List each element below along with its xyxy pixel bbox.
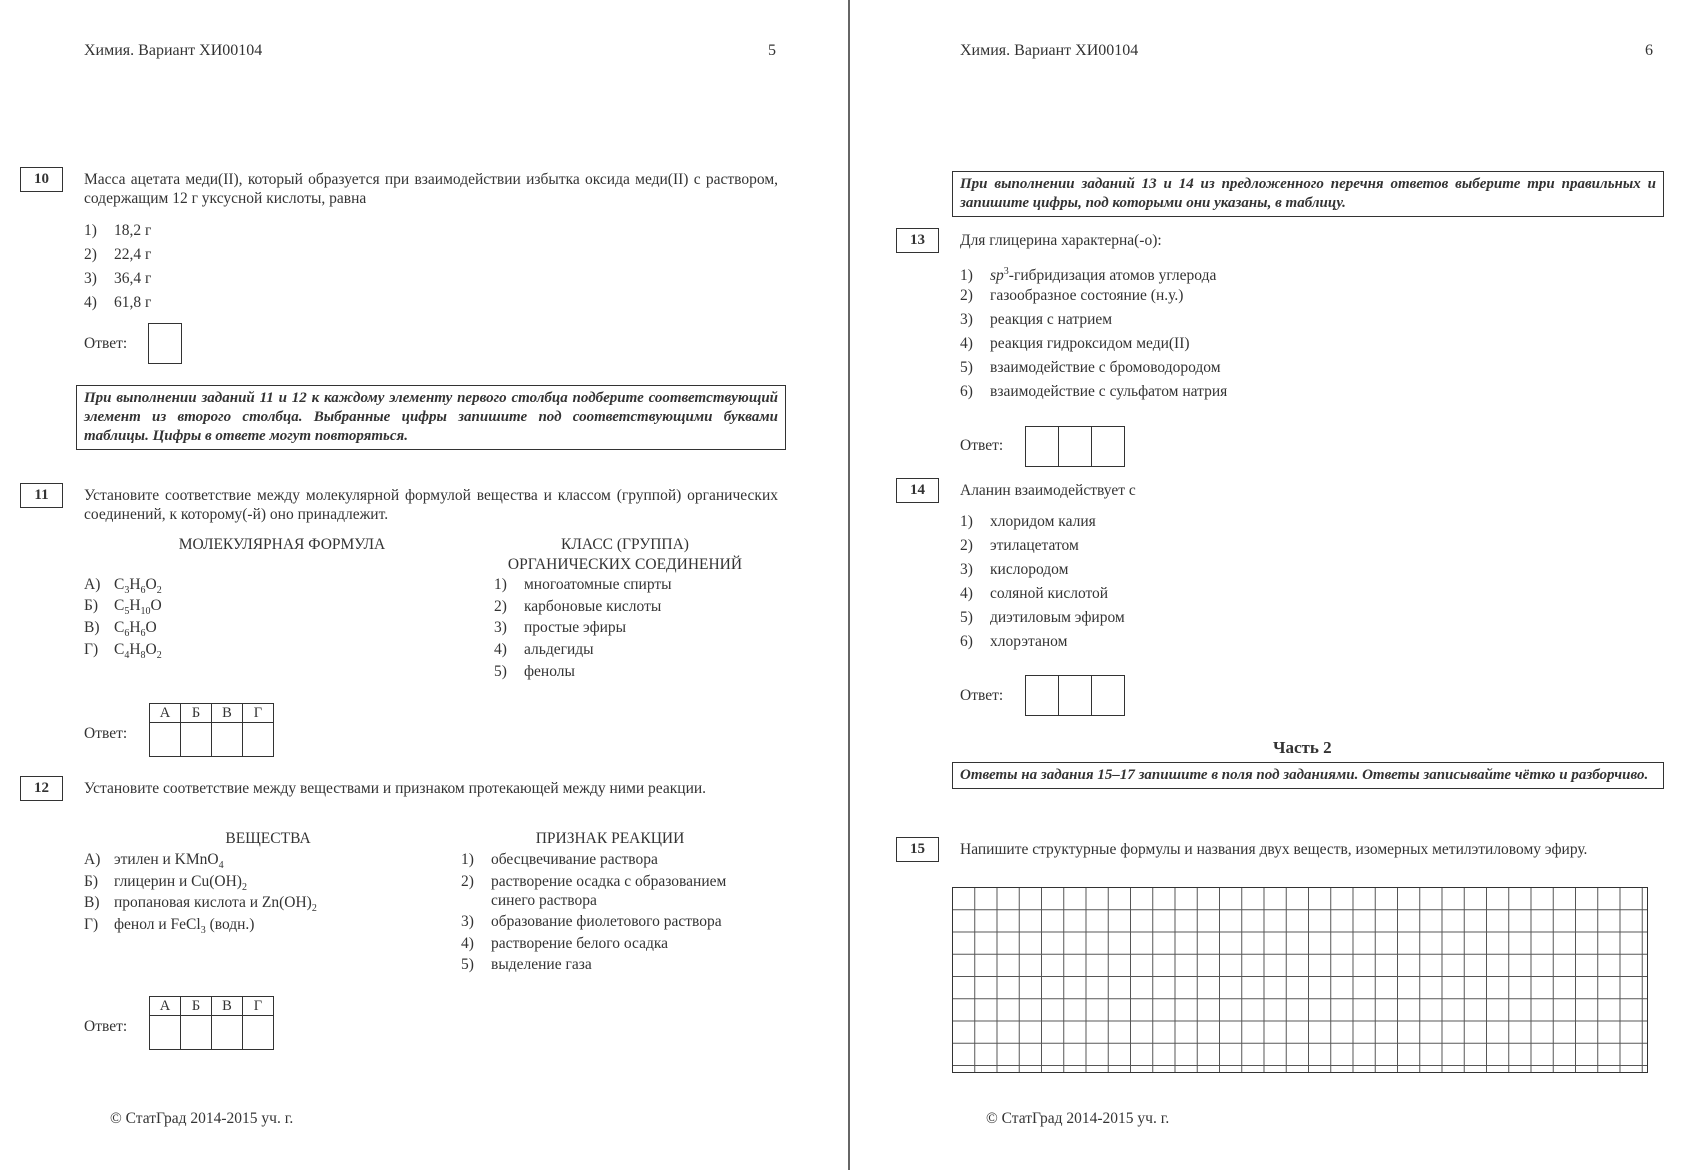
q12-table-letter-g: Г	[243, 997, 274, 1016]
question-12-text: Установите соответствие между веществами и признаком протекающей между ними реакции.	[84, 780, 707, 797]
page-number: 6	[1645, 42, 1653, 59]
question-number-15: 15	[896, 837, 939, 862]
q11-answer-cell-v[interactable]	[212, 723, 243, 757]
q12-answer-cell-g[interactable]	[243, 1016, 274, 1050]
q11-right-item-5: 5) фенолы	[494, 663, 575, 680]
q11-table-letter-a: А	[150, 704, 181, 723]
q12-right-item-4: 4) растворение белого осадка	[461, 935, 669, 952]
instruction-part2: Ответы на задания 15–17 запишите в поля под заданиями. Ответы записывайте чётко и разборчиво.	[952, 762, 1664, 789]
q13-option-4[interactable]: 4) реакция гидроксидом меди(II)	[960, 335, 1190, 352]
q14-answer-label: Ответ:	[960, 687, 1004, 704]
q11-right-item-4: 4) альдегиды	[494, 641, 594, 658]
q11-right-item-2: 2) карбоновые кислоты	[494, 598, 662, 615]
q11-answer-cell-b[interactable]	[181, 723, 212, 757]
q12-table-letter-b: Б	[181, 997, 212, 1016]
q10-option-1[interactable]: 1) 18,2 г	[84, 222, 152, 239]
q13-answer-cells	[1025, 426, 1125, 467]
q12-right-item-5: 5) выделение газа	[461, 956, 592, 973]
q14-option-5[interactable]: 5) диэтиловым эфиром	[960, 609, 1125, 626]
page-header: Химия. Вариант ХИ00104	[960, 42, 1139, 59]
question-14-text: Аланин взаимодействует с	[960, 482, 1136, 499]
question-number-13: 13	[896, 228, 939, 253]
q14-answer-cells	[1025, 675, 1125, 716]
q15-answer-grid[interactable]	[952, 887, 1648, 1073]
question-13-text: Для глицерина характерна(-о):	[960, 232, 1162, 249]
q12-answer-label: Ответ:	[84, 1018, 128, 1035]
q11-answer-cell-g[interactable]	[243, 723, 274, 757]
q11-table-letter-b: Б	[181, 704, 212, 723]
instruction-11-12: При выполнении заданий 11 и 12 к каждому элементу первого столбца подберите соответствующий элемент из второго столбца. Выбранные цифры запишите под соответствующими буквами таблицы. Цифры в ответе могут повторяться.	[76, 385, 786, 450]
q13-option-3[interactable]: 3) реакция с натрием	[960, 311, 1113, 328]
page-footer: © СтатГрад 2014-2015 уч. г.	[986, 1110, 1170, 1127]
q12-answer-table	[149, 996, 274, 1050]
page-number: 5	[768, 42, 776, 59]
q14-option-3[interactable]: 3) кислородом	[960, 561, 1069, 578]
q12-col2-header: ПРИЗНАК РЕАКЦИИ	[535, 830, 685, 847]
q12-left-item-a: А) этилен и KMnO$_4$	[84, 851, 224, 872]
q11-left-item-b: Б) $C_5H_{10}O$	[84, 597, 162, 618]
q10-answer-label: Ответ:	[84, 335, 128, 352]
q13-option-5[interactable]: 5) взаимодействие с бромоводородом	[960, 359, 1221, 376]
question-15-text: Напишите структурные формулы и названия двух веществ, изомерных метилэтиловому эфиру.	[960, 841, 1588, 858]
q11-col2-header-line1: КЛАСС (ГРУППА)	[561, 536, 689, 553]
q10-option-3[interactable]: 3) 36,4 г	[84, 270, 152, 287]
question-number-10: 10	[20, 167, 63, 192]
q13-answer-cell-3[interactable]	[1092, 427, 1125, 467]
q12-right-item-3: 3) образование фиолетового раствора	[461, 913, 722, 930]
q12-left-item-v: В) пропановая кислота и $Zn(OH)_2$	[84, 894, 317, 915]
question-number-12: 12	[20, 776, 63, 801]
instruction-13-14: При выполнении заданий 13 и 14 из предложенного перечня ответов выберите три правильных и запишите цифры, под которыми они указаны, в таблицу.	[952, 171, 1664, 217]
q11-col1-header: МОЛЕКУЛЯРНАЯ ФОРМУЛА	[178, 536, 386, 553]
q11-answer-table	[149, 703, 274, 757]
q13-answer-label: Ответ:	[960, 437, 1004, 454]
q10-option-2[interactable]: 2) 22,4 г	[84, 246, 152, 263]
page-header: Химия. Вариант ХИ00104	[84, 42, 263, 59]
page-footer: © СтатГрад 2014-2015 уч. г.	[110, 1110, 294, 1127]
q11-right-item-3: 3) простые эфиры	[494, 619, 627, 636]
q13-option-1[interactable]: 1) $sp^3$-гибридизация атомов углерода	[960, 266, 1217, 285]
q12-answer-cell-a[interactable]	[150, 1016, 181, 1050]
q14-option-2[interactable]: 2) этилацетатом	[960, 537, 1079, 554]
right-page	[850, 0, 1698, 1170]
q14-option-1[interactable]: 1) хлоридом калия	[960, 513, 1096, 530]
q11-left-item-g: Г) $C_4H_8O_2$	[84, 641, 162, 662]
q11-answer-cell-a[interactable]	[150, 723, 181, 757]
q12-right-item-2-cont: синего раствора	[491, 892, 597, 909]
q10-answer-box[interactable]	[148, 323, 182, 364]
q14-answer-cell-1[interactable]	[1026, 676, 1059, 716]
left-page	[0, 0, 848, 1170]
q12-col1-header: ВЕЩЕСТВА	[225, 830, 311, 847]
question-10-text: Масса ацетата меди(II), который образуется при взаимодействии избытка оксида меди(II) с раствором, содержащим 12 г уксусной кислоты, равна	[84, 171, 778, 207]
question-number-14: 14	[896, 478, 939, 503]
q12-right-item-1: 1) обесцвечивание раствора	[461, 851, 658, 868]
q13-option-6[interactable]: 6) взаимодействие с сульфатом натрия	[960, 383, 1228, 400]
q11-col2-header-line2: ОРГАНИЧЕСКИХ СОЕДИНЕНИЙ	[507, 556, 743, 573]
q11-left-item-a: А) $C_3H_6O_2$	[84, 576, 162, 597]
question-11-text: Установите соответствие между молекулярной формулой вещества и классом (группой) органических соединений, к которому(-й) оно принадлежит.	[84, 487, 778, 523]
q12-right-item-2: 2) растворение осадка с образованием	[461, 873, 727, 890]
q12-table-letter-a: А	[150, 997, 181, 1016]
q12-answer-cell-b[interactable]	[181, 1016, 212, 1050]
q14-option-6[interactable]: 6) хлорэтаном	[960, 633, 1068, 650]
q13-answer-cell-2[interactable]	[1059, 427, 1092, 467]
question-number-11: 11	[20, 483, 63, 508]
q10-option-4[interactable]: 4) 61,8 г	[84, 294, 152, 311]
q11-left-item-v: В) $C_6H_6O$	[84, 619, 157, 640]
q14-answer-cell-3[interactable]	[1092, 676, 1125, 716]
q13-option-2[interactable]: 2) газообразное состояние (н.у.)	[960, 287, 1184, 304]
q11-table-letter-g: Г	[243, 704, 274, 723]
q12-left-item-b: Б) глицерин и $Cu(OH)_2$	[84, 873, 247, 894]
q11-answer-label: Ответ:	[84, 725, 128, 742]
q12-left-item-g: Г) фенол и FeCl$_3$ (водн.)	[84, 916, 255, 937]
q12-answer-cell-v[interactable]	[212, 1016, 243, 1050]
q13-answer-cell-1[interactable]	[1026, 427, 1059, 467]
q12-table-letter-v: В	[212, 997, 243, 1016]
q14-option-4[interactable]: 4) соляной кислотой	[960, 585, 1109, 602]
q11-table-letter-v: В	[212, 704, 243, 723]
part2-title: Часть 2	[1273, 738, 1332, 757]
q14-answer-cell-2[interactable]	[1059, 676, 1092, 716]
q11-right-item-1: 1) многоатомные спирты	[494, 576, 672, 593]
